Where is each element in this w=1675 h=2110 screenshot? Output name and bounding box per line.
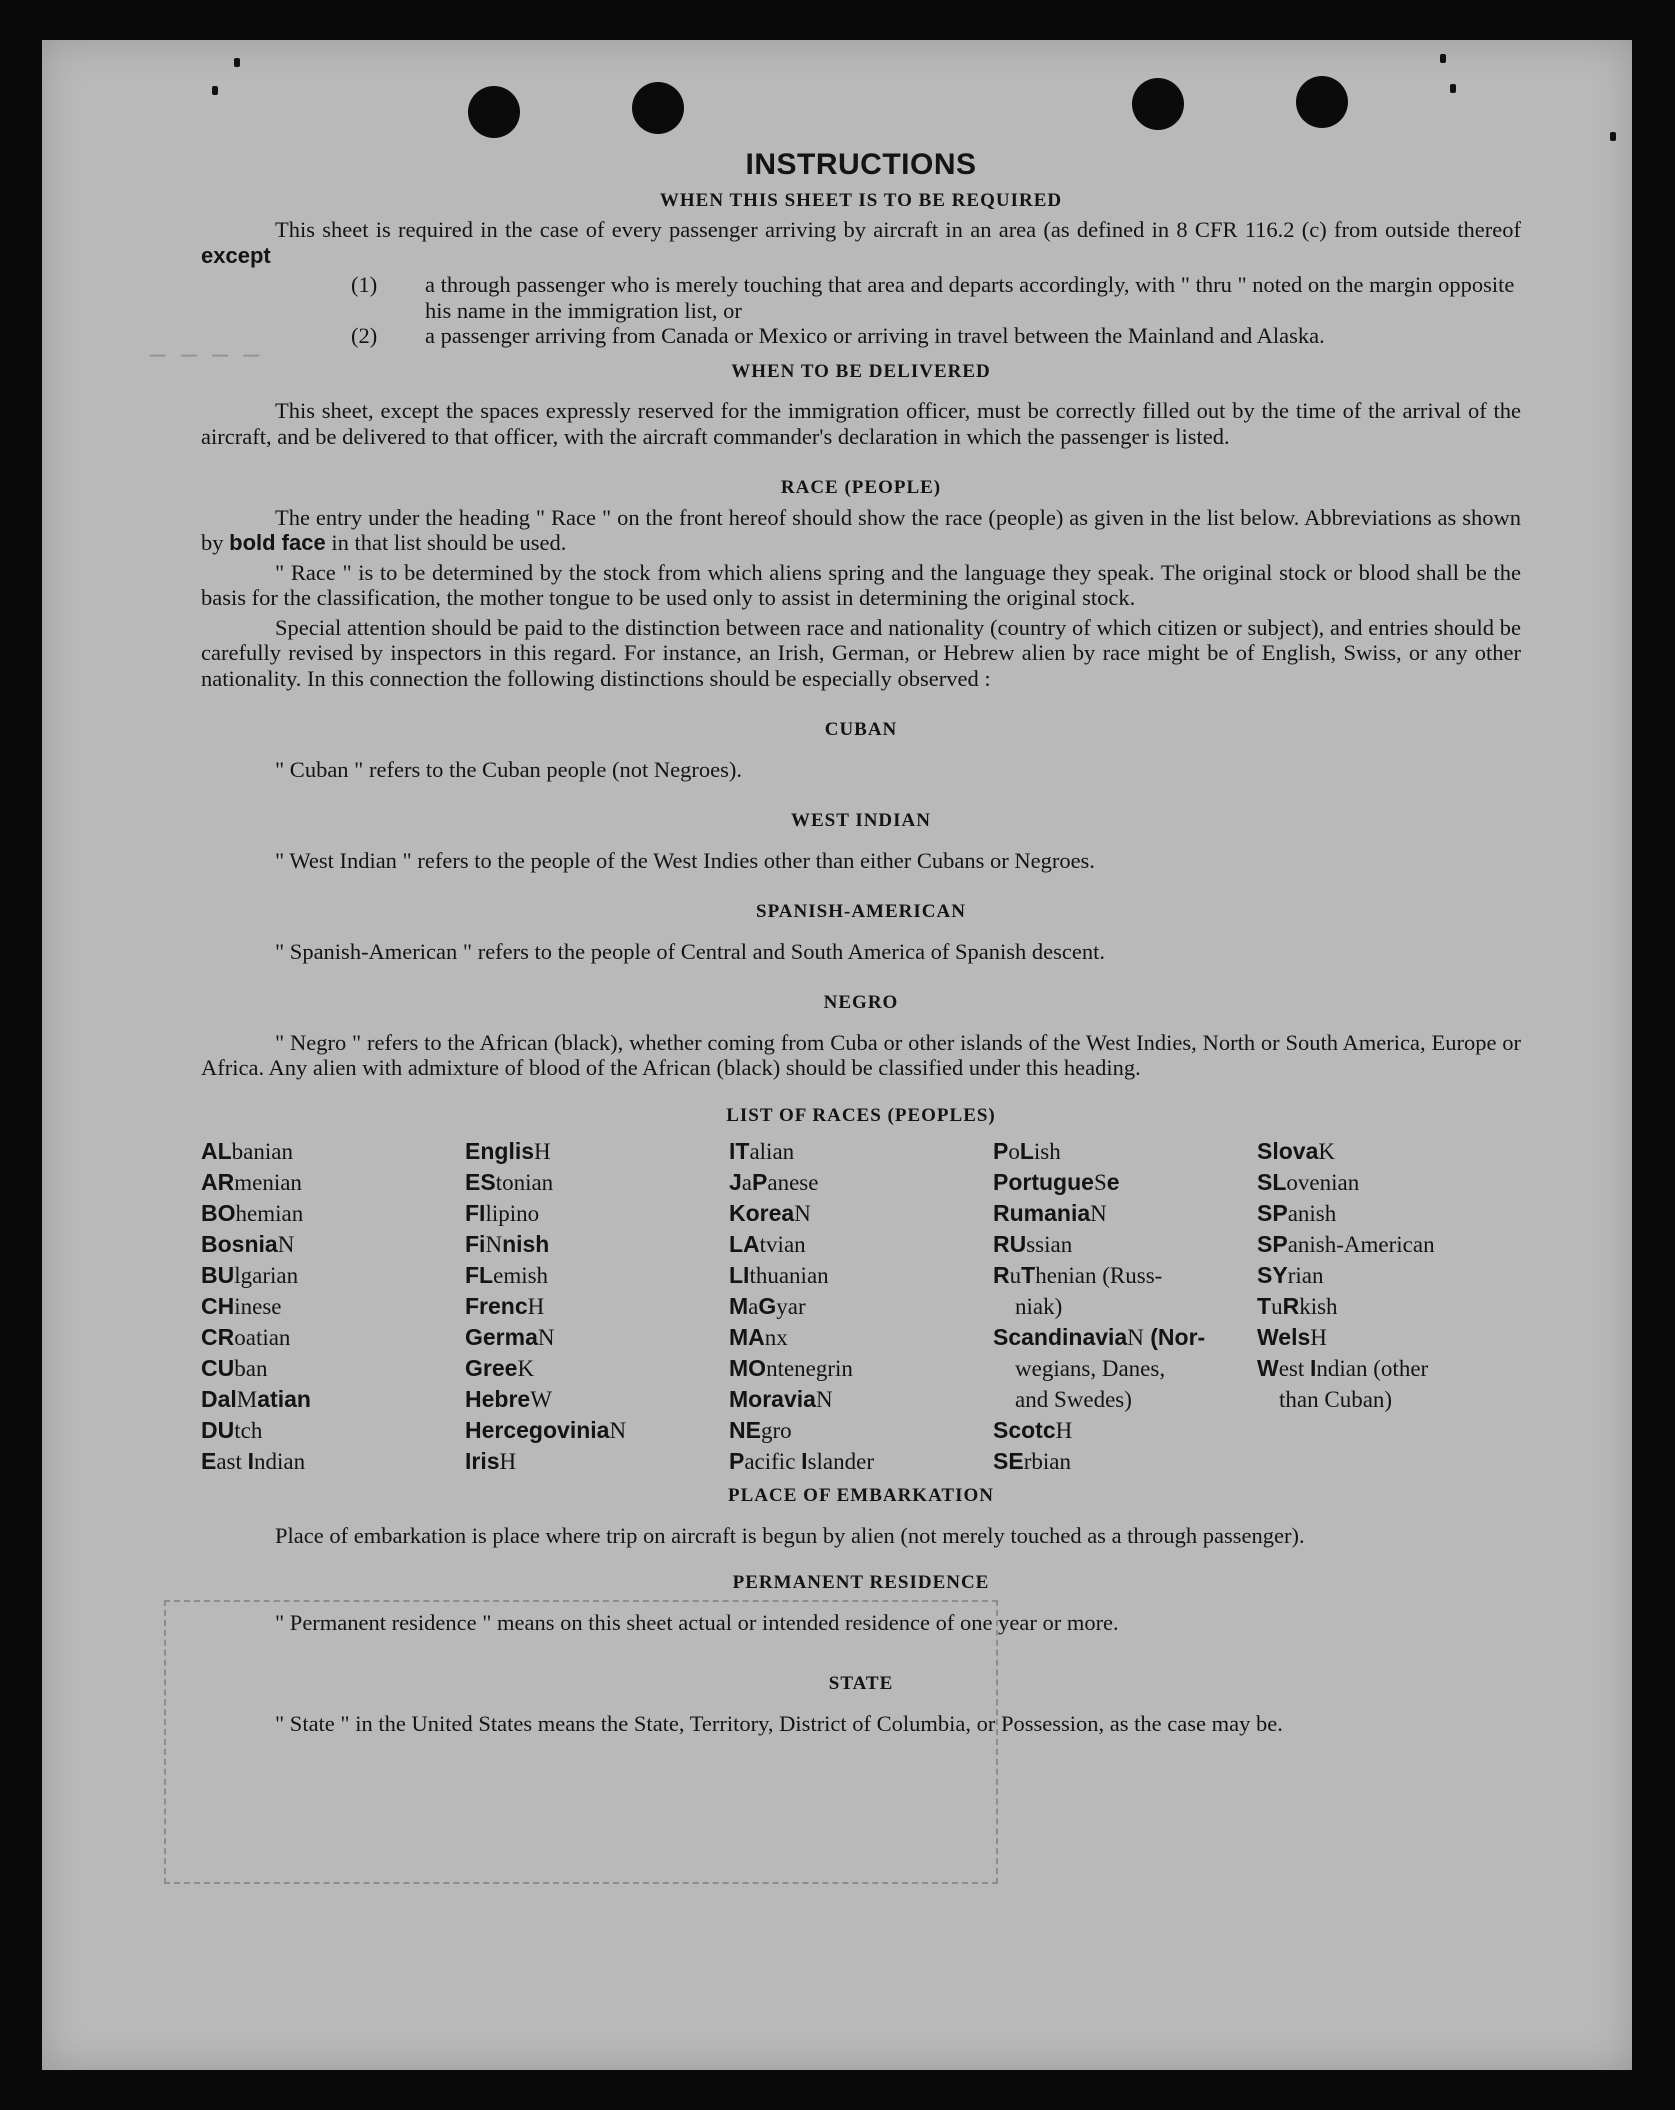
race-entry <box>993 1322 1257 1353</box>
race-abbreviation: P <box>993 1138 1009 1164</box>
race-name-part: K <box>517 1356 535 1381</box>
race-name-part: u <box>1009 1263 1022 1288</box>
exception-item-text: a through passenger who is merely touching that area and departs accordingly, with " thru " noted on the margin opposite his name in the immigration list, or <box>425 272 1515 323</box>
race-entry <box>729 1384 993 1415</box>
race-abbreviation: ES <box>465 1169 496 1195</box>
race-abbreviation: I <box>801 1448 808 1474</box>
race-name-part: tch <box>234 1418 263 1443</box>
exception-item-text: a passenger arriving from Canada or Mexico or arriving in travel between the Mainland and Alaska. <box>425 323 1325 348</box>
race-abbreviation: R <box>1282 1293 1300 1319</box>
race-entry <box>201 1260 465 1291</box>
race-name-part: rian <box>1287 1263 1324 1288</box>
race-entry <box>1257 1167 1521 1198</box>
race-entry <box>201 1415 465 1446</box>
race-abbreviation: (Nor- <box>1143 1324 1206 1350</box>
heading-state: STATE <box>828 1673 894 1694</box>
race-name-part: inese <box>234 1294 282 1319</box>
race-abbreviation: Rumania <box>993 1200 1091 1226</box>
race-column <box>993 1136 1257 1477</box>
race-abbreviation: Slova <box>1257 1138 1319 1164</box>
heading-list-of-races: LIST OF RACES (PEOPLES) <box>726 1104 996 1126</box>
when-required-except: except <box>201 242 271 268</box>
exception-item-num: (1) <box>351 272 378 297</box>
race-name-part: H <box>1055 1418 1073 1443</box>
race-name-part: menian <box>234 1170 302 1195</box>
race-abbreviation: RU <box>993 1231 1027 1257</box>
race-abbreviation: SP <box>1257 1200 1288 1226</box>
race-abbreviation: I <box>247 1448 255 1474</box>
race-entry <box>993 1229 1257 1260</box>
race-entry <box>993 1136 1257 1167</box>
cuban-text: " Cuban " refers to the Cuban people (not Negroes). <box>275 756 742 782</box>
race-abbreviation: SP <box>1257 1231 1288 1257</box>
race-entry <box>729 1260 993 1291</box>
race-abbreviation: atian <box>257 1386 311 1412</box>
race-abbreviation: J <box>729 1169 742 1195</box>
race-entry <box>465 1291 729 1322</box>
race-abbreviation: Gree <box>465 1355 518 1381</box>
race-name-part: henian (Russ- <box>1035 1263 1163 1288</box>
race-abbreviation: M <box>729 1293 749 1319</box>
heading-when-required: WHEN THIS SHEET IS TO BE REQUIRED <box>659 189 1063 211</box>
exception-item-num: (2) <box>351 323 378 348</box>
race-abbreviation: DU <box>201 1417 235 1443</box>
race-name-part: H <box>499 1449 517 1474</box>
race-p1-before: The entry under the heading " Race " on the front hereof should show the race (people) as given in the list below. Abbreviations as shown by <box>201 504 1521 555</box>
race-entry <box>729 1136 993 1167</box>
race-entry <box>1257 1198 1521 1229</box>
race-name-part: yar <box>776 1294 806 1319</box>
race-entry <box>993 1446 1257 1477</box>
race-entry <box>465 1415 729 1446</box>
heading-spanish-american: SPANISH-AMERICAN <box>756 901 966 922</box>
race-abbreviation: Bosnia <box>201 1231 278 1257</box>
race-entry <box>993 1260 1257 1291</box>
race-abbreviation: T <box>1021 1262 1036 1288</box>
race-abbreviation: Moravia <box>729 1386 816 1412</box>
race-entry <box>1257 1260 1521 1291</box>
race-abbreviation: Fi <box>465 1231 486 1257</box>
race-entry <box>1257 1384 1521 1415</box>
race-entry <box>729 1353 993 1384</box>
race-column <box>1257 1136 1521 1477</box>
west-indian-text: " West Indian " refers to the people of the West Indies other than either Cubans or Negroes. <box>275 847 1095 873</box>
race-name-part: ssian <box>1026 1232 1073 1257</box>
race-abbreviation: FL <box>465 1262 494 1288</box>
race-entry <box>201 1198 465 1229</box>
race-name-part: and Swedes) <box>1015 1387 1132 1412</box>
race-abbreviation: L <box>1019 1138 1034 1164</box>
punch-hole-4 <box>1296 76 1348 128</box>
race-abbreviation: MA <box>729 1324 765 1350</box>
race-abbreviation: LI <box>729 1262 750 1288</box>
race-abbreviation: BO <box>201 1200 236 1226</box>
punch-hole-3 <box>1132 78 1184 130</box>
residence-text: " Permanent residence " means on this sheet actual or intended residence of one year or more. <box>275 1609 1119 1635</box>
bleed-through-marks: — — — — <box>150 340 260 370</box>
race-abbreviation: R <box>993 1262 1010 1288</box>
heading-permanent-residence: PERMANENT RESIDENCE <box>732 1572 990 1593</box>
race-entry <box>729 1291 993 1322</box>
race-name-part: banian <box>231 1139 293 1164</box>
race-entry <box>729 1198 993 1229</box>
race-abbreviation: T <box>1257 1293 1272 1319</box>
race-name-part: ast <box>216 1449 248 1474</box>
race-name-part: H <box>534 1139 551 1164</box>
race-name-part: anish <box>1287 1201 1337 1226</box>
race-name-part: thuanian <box>749 1263 829 1288</box>
race-name-part: N <box>1127 1325 1144 1350</box>
race-name-part: W <box>530 1387 552 1412</box>
race-entry <box>729 1322 993 1353</box>
race-abbreviation: Scandinavia <box>993 1324 1128 1350</box>
race-name-part: N <box>537 1325 555 1350</box>
race-name-part: H <box>1310 1325 1327 1350</box>
race-column <box>465 1136 729 1477</box>
race-entry <box>729 1229 993 1260</box>
race-name-part: H <box>527 1294 545 1319</box>
race-entry <box>993 1384 1257 1415</box>
race-list <box>201 1136 1521 1477</box>
speck <box>1450 84 1456 93</box>
race-entry <box>993 1291 1257 1322</box>
instructions-content <box>201 148 1521 1740</box>
race-abbreviation: CU <box>201 1355 235 1381</box>
race-name-part: a <box>741 1170 753 1195</box>
race-entry <box>729 1415 993 1446</box>
race-abbreviation: I <box>1310 1355 1317 1381</box>
race-entry <box>1257 1291 1521 1322</box>
race-p1-bold: bold face <box>229 530 326 555</box>
race-name-part: N <box>277 1232 295 1257</box>
race-name-part: N <box>609 1418 627 1443</box>
race-name-part: ban <box>234 1356 268 1381</box>
race-abbreviation: Dal <box>201 1386 237 1412</box>
race-name-part: N <box>1090 1201 1107 1226</box>
heading-race: RACE (PEOPLE) <box>780 477 942 498</box>
race-entry <box>993 1167 1257 1198</box>
speck <box>1440 54 1446 63</box>
race-abbreviation: e <box>1106 1169 1120 1195</box>
race-name-part: S <box>1093 1170 1107 1195</box>
race-column <box>729 1136 993 1477</box>
race-entry <box>201 1384 465 1415</box>
race-abbreviation: Wels <box>1257 1324 1311 1350</box>
when-delivered-text: This sheet, except the spaces expressly reserved for the immigration officer, must be correctly filled out by the time of the arrival of the aircraft, and be delivered to that officer, with the aircraft commander's declaration in which the passenger is listed. <box>201 398 1521 449</box>
race-name-part: N <box>485 1232 503 1257</box>
race-abbreviation: AR <box>201 1169 235 1195</box>
heading-cuban: CUBAN <box>824 719 898 740</box>
race-name-part: a <box>748 1294 759 1319</box>
race-paragraph-1 <box>201 505 1521 556</box>
race-name-part: ntenegrin <box>766 1356 853 1381</box>
race-entry <box>201 1322 465 1353</box>
speck <box>234 58 240 67</box>
race-name-part: than Cuban) <box>1279 1387 1393 1412</box>
race-abbreviation: CR <box>201 1324 235 1350</box>
race-name-part: K <box>1318 1139 1335 1164</box>
heading-when-delivered: WHEN TO BE DELIVERED <box>731 360 991 382</box>
race-abbreviation: W <box>1257 1355 1279 1381</box>
race-entry <box>465 1136 729 1167</box>
race-entry <box>465 1353 729 1384</box>
race-name-part: nx <box>764 1325 788 1350</box>
race-abbreviation: Hebre <box>465 1386 531 1412</box>
exception-item-1 <box>201 272 1521 323</box>
state-text: " State " in the United States means the State, Territory, District of Columbia, or Possession, as the case may be. <box>275 1710 1283 1736</box>
race-entry <box>201 1136 465 1167</box>
race-entry <box>201 1229 465 1260</box>
race-entry <box>465 1198 729 1229</box>
when-required-text <box>201 217 1521 268</box>
race-abbreviation: IT <box>729 1138 750 1164</box>
race-name-part: gro <box>760 1418 792 1443</box>
race-entry <box>201 1291 465 1322</box>
when-required-intro: This sheet is required in the case of every passenger arriving by aircraft in an area (as defined in 8 CFR 116.2 (c) from outside thereof <box>275 217 1521 242</box>
race-abbreviation: AL <box>201 1138 232 1164</box>
race-abbreviation: SE <box>993 1448 1024 1474</box>
spanish-american-text: " Spanish-American " refers to the people of Central and South America of Spanish descent. <box>275 938 1106 964</box>
race-name-part: hemian <box>235 1201 304 1226</box>
race-abbreviation: Frenc <box>465 1293 528 1319</box>
race-abbreviation: Germa <box>465 1324 538 1350</box>
race-p1-after: in that list should be used. <box>331 530 567 555</box>
race-name-part: wegians, Danes, <box>1015 1356 1166 1381</box>
race-name-part: u <box>1271 1294 1283 1319</box>
race-entry <box>465 1260 729 1291</box>
race-entry <box>993 1353 1257 1384</box>
race-entry <box>729 1446 993 1477</box>
race-abbreviation: Scotc <box>993 1417 1056 1443</box>
race-name-part: est <box>1278 1356 1311 1381</box>
heading-negro: NEGRO <box>823 992 899 1013</box>
punch-hole-1 <box>468 86 520 138</box>
race-name-part: kish <box>1299 1294 1338 1319</box>
race-abbreviation: FI <box>465 1200 486 1226</box>
race-name-part: anish-American <box>1287 1232 1435 1257</box>
race-entry <box>1257 1229 1521 1260</box>
race-name-part: emish <box>493 1263 549 1288</box>
speck <box>212 86 218 95</box>
race-name-part: slander <box>807 1449 874 1474</box>
race-entry <box>465 1446 729 1477</box>
page-title: INSTRUCTIONS <box>745 148 977 181</box>
embarkation-text: Place of embarkation is place where trip on aircraft is begun by alien (not merely touched as a through passenger). <box>275 1522 1305 1548</box>
race-name-part: M <box>236 1387 258 1412</box>
race-abbreviation: P <box>752 1169 768 1195</box>
race-abbreviation: MO <box>729 1355 767 1381</box>
race-abbreviation: Iris <box>465 1448 500 1474</box>
race-entry <box>729 1167 993 1198</box>
race-name-part: anese <box>767 1170 819 1195</box>
race-entry <box>465 1167 729 1198</box>
race-name-part: ndian <box>254 1449 306 1474</box>
race-name-part: rbian <box>1023 1449 1071 1474</box>
race-abbreviation: G <box>758 1293 777 1319</box>
race-name-part: ndian (other <box>1316 1356 1429 1381</box>
race-entry <box>465 1229 729 1260</box>
race-paragraph-3: Special attention should be paid to the distinction between race and nationality (country of which citizen or subject), and entries should be carefully revised by inspectors in this regard. For instance, an Irish, German, or Hebrew alien by race might be of English, Swiss, or any other nationality. In this connection the following distinctions should be especially observed : <box>201 614 1521 691</box>
race-entry <box>993 1415 1257 1446</box>
race-entry <box>465 1322 729 1353</box>
race-name-part: niak) <box>1015 1294 1063 1319</box>
race-name-part: tonian <box>495 1170 554 1195</box>
race-name-part: lipino <box>485 1201 540 1226</box>
race-paragraph-2: " Race " is to be determined by the stock from which aliens spring and the language they speak. The original stock or blood shall be the basis for the classification, the mother tongue to be used only to assist in determining the original stock. <box>201 559 1521 610</box>
heading-embarkation: PLACE OF EMBARKATION <box>728 1485 994 1506</box>
race-abbreviation: SY <box>1257 1262 1288 1288</box>
race-abbreviation: BU <box>201 1262 235 1288</box>
race-abbreviation: E <box>201 1448 217 1474</box>
speck <box>1610 132 1616 141</box>
race-column <box>201 1136 465 1477</box>
race-entry <box>1257 1322 1521 1353</box>
punch-hole-2 <box>632 82 684 134</box>
race-name-part: N <box>815 1387 833 1412</box>
race-name-part: tvian <box>759 1232 806 1257</box>
race-abbreviation: Portugue <box>993 1169 1094 1195</box>
race-abbreviation: Englis <box>465 1138 535 1164</box>
race-abbreviation: Hercegovinia <box>465 1417 610 1443</box>
race-abbreviation: nish <box>502 1231 550 1257</box>
race-entry <box>993 1198 1257 1229</box>
race-entry <box>465 1384 729 1415</box>
negro-text: " Negro " refers to the African (black), whether coming from Cuba or other islands of the West Indies, North or South America, Europe or Africa. Any alien with admixture of blood of the African (black) should be classified under this heading. <box>201 1029 1521 1080</box>
race-name-part: o <box>1008 1139 1020 1164</box>
race-abbreviation: P <box>729 1448 745 1474</box>
race-name-part: lgarian <box>234 1263 299 1288</box>
race-entry <box>1257 1136 1521 1167</box>
race-abbreviation: Korea <box>729 1200 795 1226</box>
race-abbreviation: SL <box>1257 1169 1287 1195</box>
race-name-part: acific <box>744 1449 802 1474</box>
race-name-part: oatian <box>234 1325 291 1350</box>
race-abbreviation: CH <box>201 1293 235 1319</box>
race-name-part: ovenian <box>1286 1170 1360 1195</box>
race-entry <box>201 1353 465 1384</box>
race-name-part: N <box>794 1201 811 1226</box>
heading-west-indian: WEST INDIAN <box>791 810 931 831</box>
race-abbreviation: LA <box>729 1231 760 1257</box>
document-sheet <box>42 40 1632 2070</box>
race-entry <box>201 1446 465 1477</box>
exception-item-2 <box>201 323 1521 349</box>
race-abbreviation: NE <box>729 1417 761 1443</box>
race-entry <box>1257 1353 1521 1384</box>
race-name-part: alian <box>749 1139 795 1164</box>
race-name-part: ish <box>1033 1139 1061 1164</box>
race-entry <box>201 1167 465 1198</box>
